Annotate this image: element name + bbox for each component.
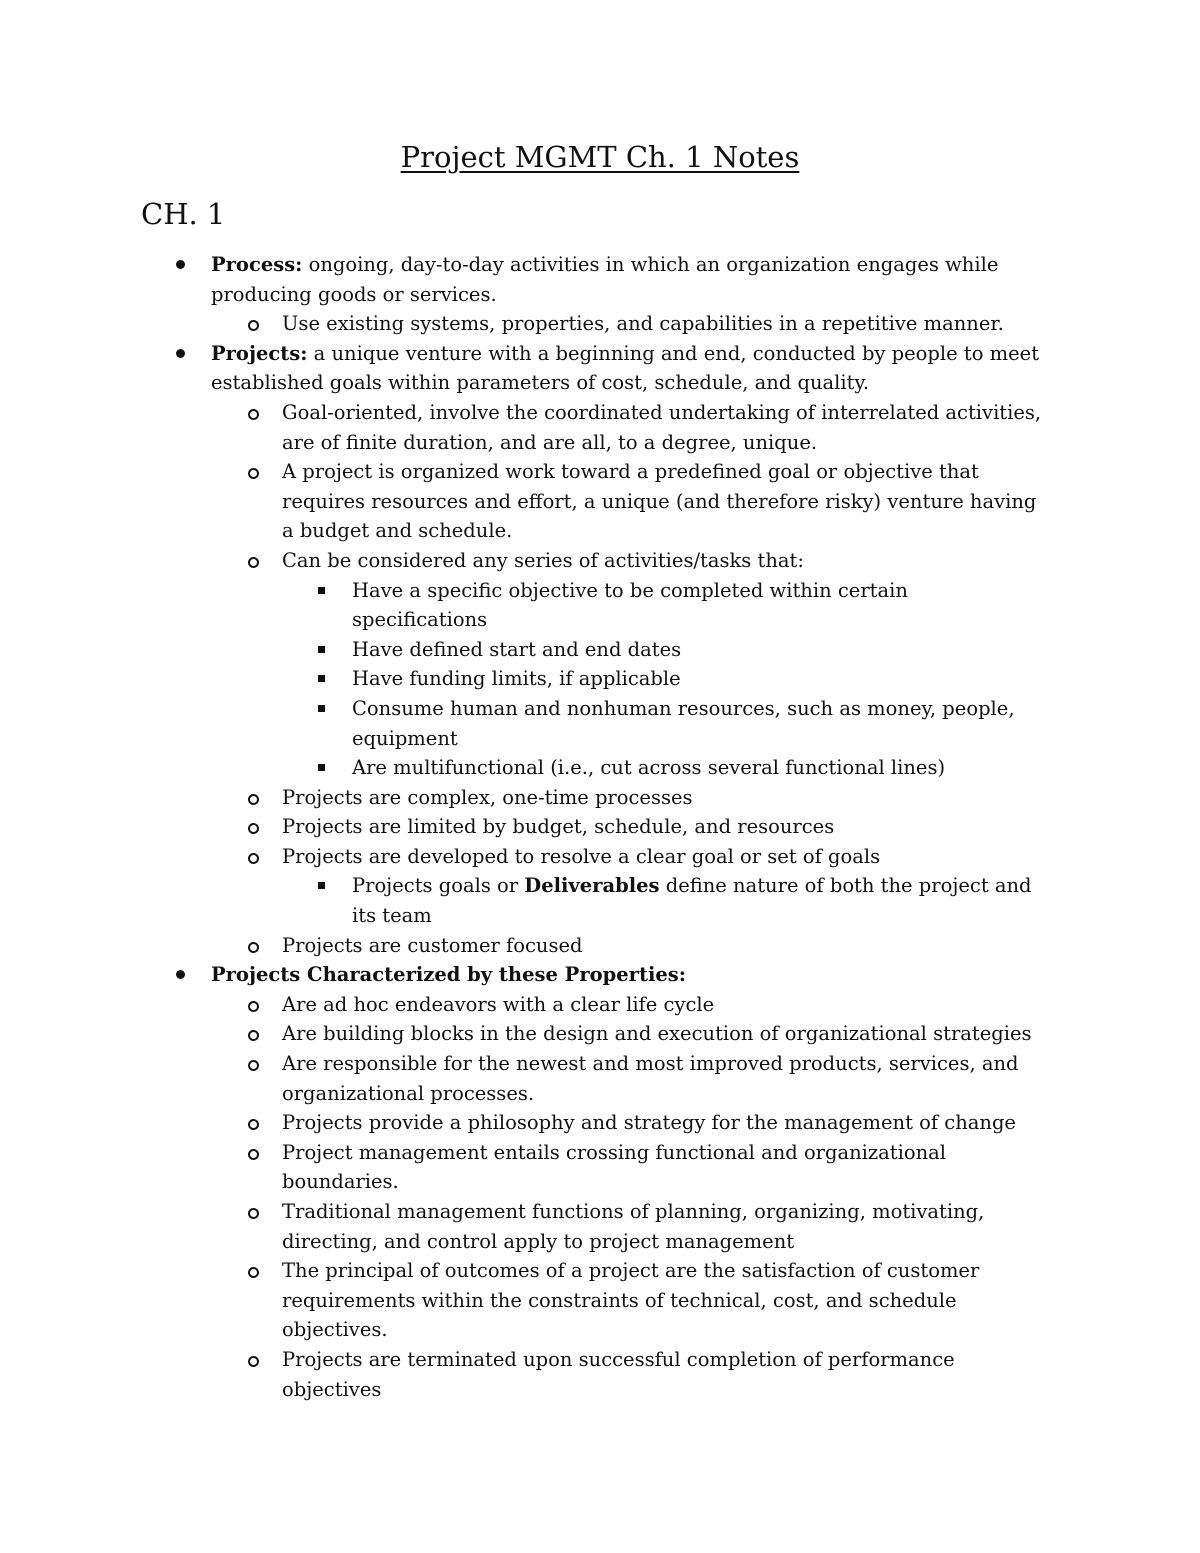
square-bullet-icon — [318, 882, 325, 889]
item-text: Projects are limited by budget, schedule, and resources — [282, 815, 835, 839]
list-item-level-2 — [0, 990, 1042, 1020]
hollow-circle-bullet-icon — [248, 320, 259, 331]
document-title: Project MGMT Ch. 1 Notes — [400, 140, 800, 174]
list-item-level-1 — [0, 339, 1041, 398]
list-item-level-2 — [0, 546, 1042, 576]
hollow-circle-bullet-icon — [248, 1030, 259, 1041]
list-item-level-3 — [0, 635, 1032, 665]
hollow-circle-bullet-icon — [248, 853, 259, 864]
square-bullet-icon — [318, 675, 325, 682]
hollow-circle-bullet-icon — [248, 1001, 259, 1012]
hollow-circle-bullet-icon — [248, 1208, 259, 1219]
hollow-circle-bullet-icon — [248, 557, 259, 568]
item-text: Have defined start and end dates — [352, 637, 682, 661]
list-item-level-2 — [0, 1138, 1042, 1197]
item-text: define nature of both the project and its team — [352, 874, 1032, 928]
hollow-circle-bullet-icon — [248, 794, 259, 805]
item-term: Deliverables — [524, 874, 660, 898]
hollow-circle-bullet-icon — [248, 823, 259, 834]
list-item-level-2 — [0, 842, 1042, 872]
item-text: ongoing, day-to-day activities in which an organization engages while producing goods or services. — [211, 253, 999, 306]
item-text: Are responsible for the newest and most improved products, services, and organizational processes. — [282, 1052, 1019, 1105]
item-text: Projects provide a philosophy and strategy for the management of change — [282, 1111, 1016, 1135]
item-text: Goal-oriented, involve the coordinated undertaking of interrelated activities, are of finite duration, and are all, to a degree, unique. — [282, 400, 1042, 454]
square-bullet-icon — [318, 705, 325, 712]
hollow-circle-bullet-icon — [248, 1356, 259, 1367]
item-text: Can be considered any series of activities/tasks that: — [282, 548, 804, 572]
list-item-level-2 — [0, 1345, 1042, 1404]
hollow-circle-bullet-icon — [248, 1060, 259, 1071]
square-bullet-icon — [318, 764, 325, 771]
item-text: Projects are developed to resolve a clear goal or set of goals — [282, 844, 881, 868]
list-item-level-2 — [0, 1197, 1042, 1256]
list-item-level-2 — [0, 1019, 1042, 1049]
list-item-level-2 — [0, 931, 1042, 961]
item-text: Are ad hoc endeavors with a clear life cycle — [282, 992, 715, 1016]
list-item-level-1 — [0, 250, 1041, 309]
list-item-level-3 — [0, 871, 1032, 930]
hollow-circle-bullet-icon — [248, 1149, 259, 1160]
item-text: a unique venture with a beginning and end, conducted by people to meet established goals within parameters of cost, schedule, and quality. — [211, 341, 1040, 395]
item-text: Projects are customer focused — [282, 933, 583, 957]
section-heading: CH. 1 — [141, 197, 226, 231]
list-item-level-1 — [0, 960, 1041, 990]
item-term: Projects: — [211, 341, 308, 365]
item-text: Consume human and nonhuman resources, such as money, people, equipment — [352, 696, 1015, 750]
filled-bullet-icon — [176, 970, 185, 979]
notes-list — [0, 250, 1200, 1404]
hollow-circle-bullet-icon — [248, 1119, 259, 1130]
item-text: Projects are complex, one-time processes — [282, 785, 693, 809]
list-item-level-2 — [0, 398, 1042, 457]
list-item-level-2 — [0, 1108, 1042, 1138]
item-term: Projects Characterized by these Properties: — [211, 963, 686, 987]
hollow-circle-bullet-icon — [248, 942, 259, 953]
item-text: Projects goals or — [352, 874, 525, 898]
item-text: A project is organized work toward a predefined goal or objective that requires resources and effort, a unique (and therefore risky) venture having a budget and schedule. — [282, 460, 1037, 543]
hollow-circle-bullet-icon — [248, 468, 259, 479]
item-text: Traditional management functions of planning, organizing, motivating, directing, and control apply to project management — [282, 1200, 985, 1253]
square-bullet-icon — [318, 646, 325, 653]
hollow-circle-bullet-icon — [248, 1267, 259, 1278]
item-text: Project management entails crossing functional and organizational boundaries. — [282, 1140, 947, 1194]
item-text: Use existing systems, properties, and capabilities in a repetitive manner. — [282, 312, 1004, 336]
item-text: Are building blocks in the design and execution of organizational strategies — [282, 1022, 1032, 1046]
list-item-level-2 — [0, 1256, 1042, 1345]
item-text: Are multifunctional (i.e., cut across several functional lines) — [352, 756, 946, 780]
item-text: The principal of outcomes of a project are the satisfaction of customer requirements within the constraints of technical, cost, and schedule objectives. — [282, 1259, 980, 1342]
filled-bullet-icon — [176, 349, 185, 358]
square-bullet-icon — [318, 587, 325, 594]
list-item-level-3 — [0, 753, 1032, 783]
list-item-level-2 — [0, 457, 1042, 546]
list-item-level-3 — [0, 664, 1032, 694]
hollow-circle-bullet-icon — [248, 409, 259, 420]
list-item-level-2 — [0, 783, 1042, 813]
item-text: Projects are terminated upon successful completion of performance objectives — [282, 1347, 955, 1401]
item-term: Process: — [211, 253, 303, 276]
list-item-level-3 — [0, 694, 1032, 753]
list-item-level-2 — [0, 309, 1042, 339]
item-text: Have funding limits, if applicable — [352, 667, 681, 691]
list-item-level-2 — [0, 812, 1042, 842]
list-item-level-2 — [0, 1049, 1042, 1108]
list-item-level-3 — [0, 576, 1032, 635]
item-text: Have a specific objective to be completed within certain specifications — [352, 578, 908, 632]
filled-bullet-icon — [176, 260, 185, 269]
